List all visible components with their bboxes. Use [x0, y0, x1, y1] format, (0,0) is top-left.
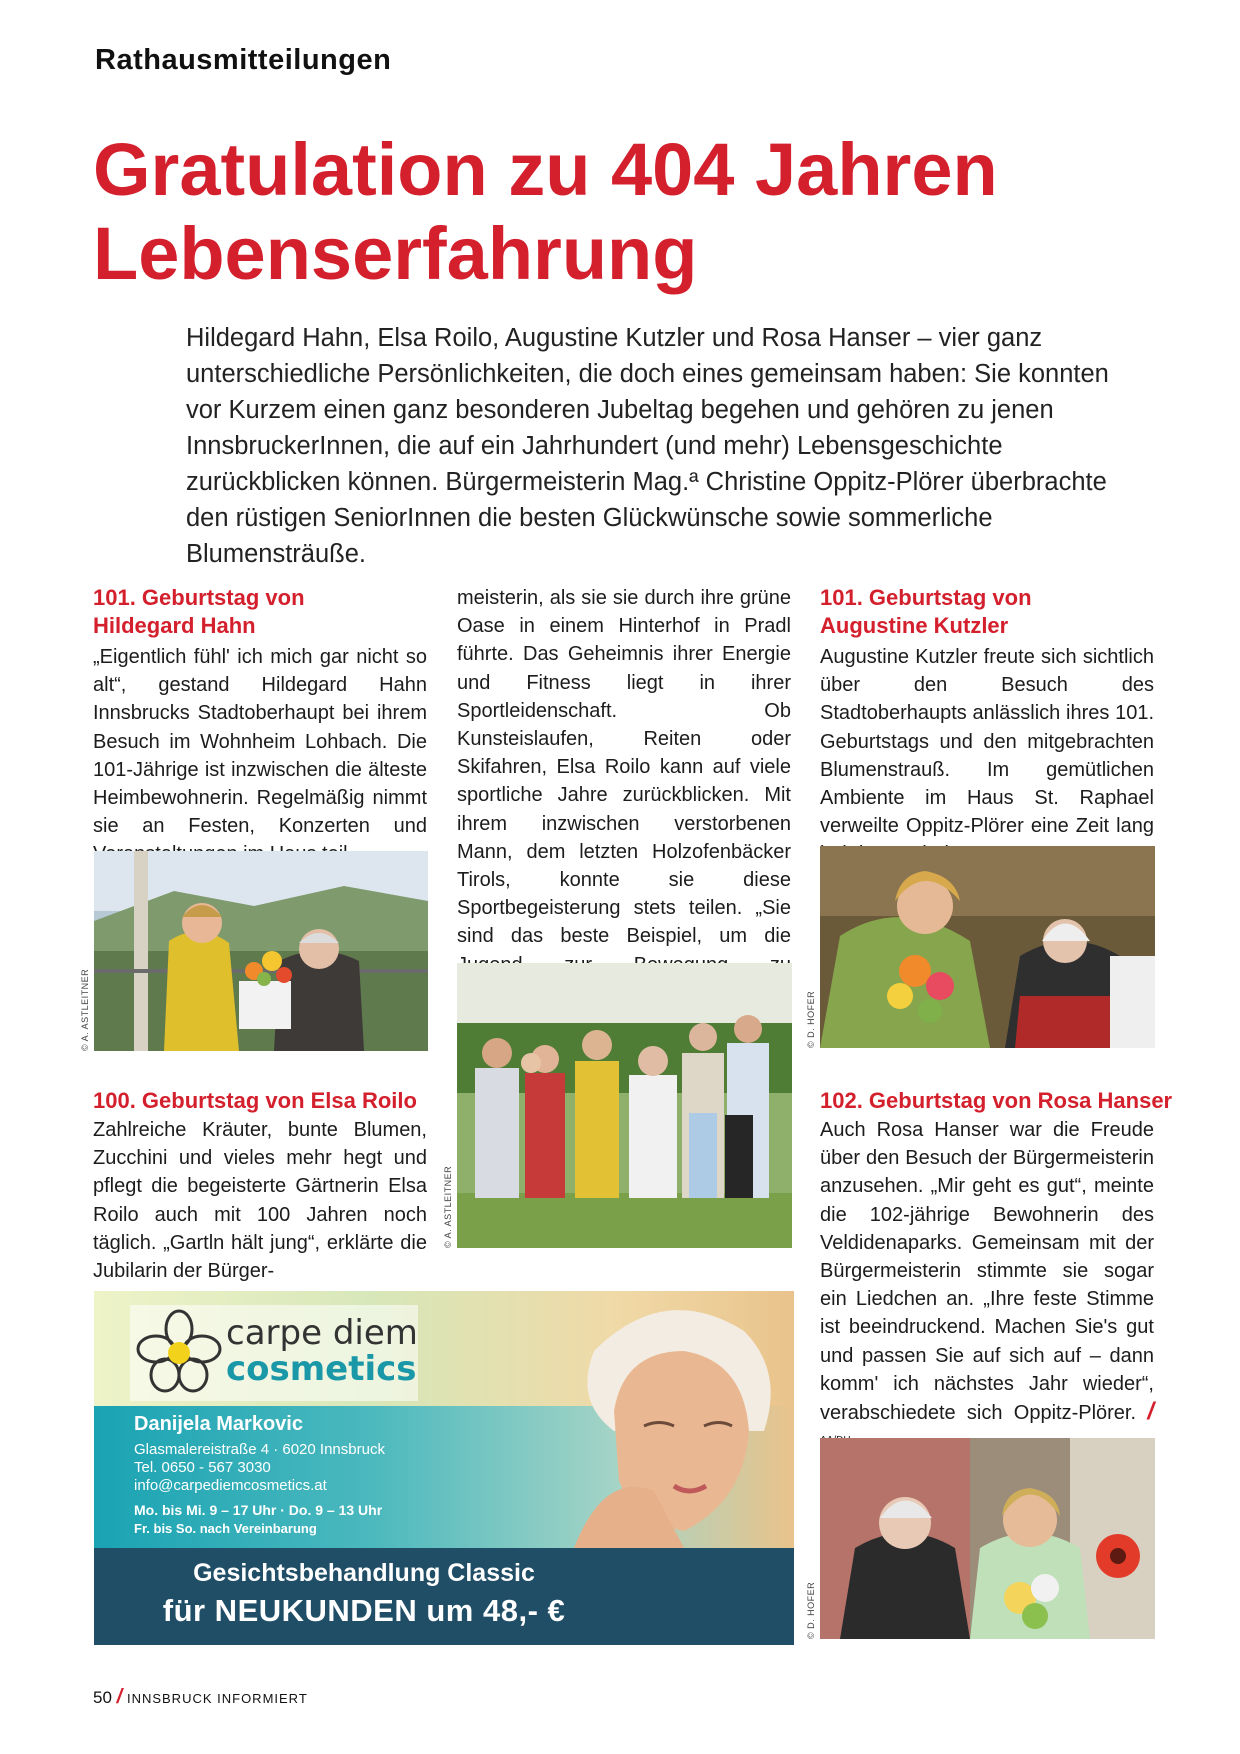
- page-title: [93, 128, 1173, 296]
- kutzler-photo: [820, 846, 1155, 1048]
- section-label: Rathausmitteilungen: [95, 44, 392, 76]
- kutzler-text: Augustine Kutzler freute sich sichtlich über den Besuch des Stadtoberhaupts anlässlich ihres 101. Geburtstags und den mitgebrachten Blumenstrauß. Im gemütlichen Ambiente im Haus St. Raphael verweilte Oppitz-Plörer eine Zeit lang: [820, 646, 1154, 838]
- hahn-text: „Eigentlich fühl' ich mich gar nicht so alt“, gestand Hildegard Hahn Innsbrucks Stadtoberhaupt bei ihrem Besuch im Wohnheim Lohbach. Die 101-Jährige ist inzwischen die älteste Heimbewohnerin. Regelmäßig nimmt sie an Festen, Konzerten und: [93, 646, 427, 838]
- ad-hours-weekend: Fr. bis So. nach Vereinbarung: [134, 1521, 317, 1536]
- ad-offer-line-1: Gesichtsbehandlung Classic: [193, 1559, 535, 1587]
- ad-phone[interactable]: Tel. 0650 - 567 3030: [134, 1459, 271, 1476]
- roilo-photo-credit: © A. ASTLEITNER: [443, 1165, 453, 1248]
- title-line-1: Gratulation zu 404 Jahren: [93, 128, 998, 211]
- kutzler-article: [820, 643, 1154, 869]
- hahn-photo: [94, 851, 428, 1051]
- hanser-photo-credit: © D. HOFER: [806, 1581, 816, 1639]
- ad-model-image: [534, 1291, 794, 1548]
- hahn-heading-line-2: Hildegard Hahn: [93, 613, 256, 638]
- ad-address: Glasmalereistraße 4 · 6020 Innsbruck: [134, 1441, 385, 1458]
- hahn-heading-line-1: 101. Geburtstag von: [93, 585, 305, 610]
- ad-contact-name: Danijela Markovic: [134, 1413, 303, 1435]
- flower-logo-icon: [136, 1309, 222, 1395]
- cosmetics-advertisement[interactable]: [94, 1291, 794, 1645]
- hahn-heading: [93, 584, 305, 640]
- roilo-text-part-2: meisterin, als sie sie durch ihre grüne Oase in einem Hinterhof in Pradl führte. Das Geheimnis ihrer Energie und Fitness liegt in ihrer Sportleidenschaft. Ob Kunsteislaufen, Reiten oder Skifahren, Elsa Roilo kann auf viele sportliche Jahre zurückblicken. Mit ihrem inzwischen verstorbenen Mann, dem letzten Holzofenbäcker Tirols, konnte sie diese Sportbegeisterung stets teilen. „Sie sind das beste Beispiel, um die: [457, 587, 791, 948]
- brand-name-line-2: cosmetics: [226, 1349, 417, 1389]
- hahn-article: [93, 643, 427, 869]
- hanser-photo: [820, 1438, 1155, 1639]
- page-number: 50: [93, 1688, 112, 1707]
- roilo-photo: [457, 963, 792, 1248]
- kutzler-heading: [820, 584, 1032, 640]
- kutzler-heading-line-1: 101. Geburtstag von: [820, 585, 1032, 610]
- magazine-name: INNSBRUCK INFORMIERT: [126, 1691, 308, 1706]
- kutzler-heading-line-2: Augustine Kutzler: [820, 613, 1009, 638]
- hanser-text-paragraph: [820, 1116, 1154, 1455]
- roilo-article-part-1: [93, 1116, 427, 1285]
- kutzler-photo-credit: © D. HOFER: [806, 990, 816, 1048]
- title-line-2: Lebenserfahrung: [93, 212, 698, 295]
- hahn-photo-credit: © A. ASTLEITNER: [80, 968, 90, 1051]
- ad-offer-line-2: für NEUKUNDEN um 48,- €: [162, 1593, 566, 1628]
- hanser-heading: 102. Geburtstag von Rosa Hanser: [820, 1088, 1173, 1113]
- hanser-text: Auch Rosa Hanser war die Freude über den Besuch der Bürgermeisterin anzusehen. „Mir geht es gut“, meinte die 102-jährige Bewohnerin des Veldidenaparks. Gemeinsam mit der Bürgermeisterin stimmte sie sogar ein Liedchen an. „Ihre feste Stimme ist beeindruckend. Machen Sie's gut und passen Sie auf sich auf – dann komm' ich nächstes Jahr wieder“, verabschiedete sich Oppitz-Plörer.: [820, 1119, 1154, 1425]
- brand-name-line-1: carpe diem: [226, 1313, 418, 1353]
- intro-paragraph: Hildegard Hahn, Elsa Roilo, Augustine Kutzler und Rosa Hanser – vier ganz unterschiedliche Persönlichkeiten, die doch eines gemeinsam haben: Sie konnten vor Kurzem einen ganz besonderen Jubeltag begehen und gehören zu jenen InnsbruckerInnen, die auf ein Jahrhundert (und mehr) Lebensgeschichte zurückblicken können. Bürgermeisterin Mag.ª Christine Oppitz-Plörer überbrachte den rüstigen SeniorInnen die besten Glückwünsche sowie sommerliche Blumensträuße.: [186, 324, 1109, 568]
- page-footer: [93, 1686, 308, 1709]
- roilo-heading: 100. Geburtstag von Elsa Roilo: [93, 1088, 417, 1113]
- footer-slash-icon: /: [116, 1686, 123, 1708]
- ad-email[interactable]: info@carpediemcosmetics.at: [134, 1477, 327, 1494]
- ad-hours-weekdays: Mo. bis Mi. 9 – 17 Uhr · Do. 9 – 13 Uhr: [134, 1502, 383, 1518]
- brand-logo: [130, 1305, 418, 1401]
- hanser-article: [820, 1116, 1154, 1455]
- roilo-text-part-1: Zahlreiche Kräuter, bunte Blumen, Zucchini und vieles mehr hegt und pflegt die begeisterte Gärtnerin Elsa Roilo auch mit 100 Jahren noch täglich. „Gartln hält jung“, erklärte die Jubilarin der Bürger-: [93, 1119, 427, 1283]
- end-mark-icon: /: [1147, 1398, 1154, 1426]
